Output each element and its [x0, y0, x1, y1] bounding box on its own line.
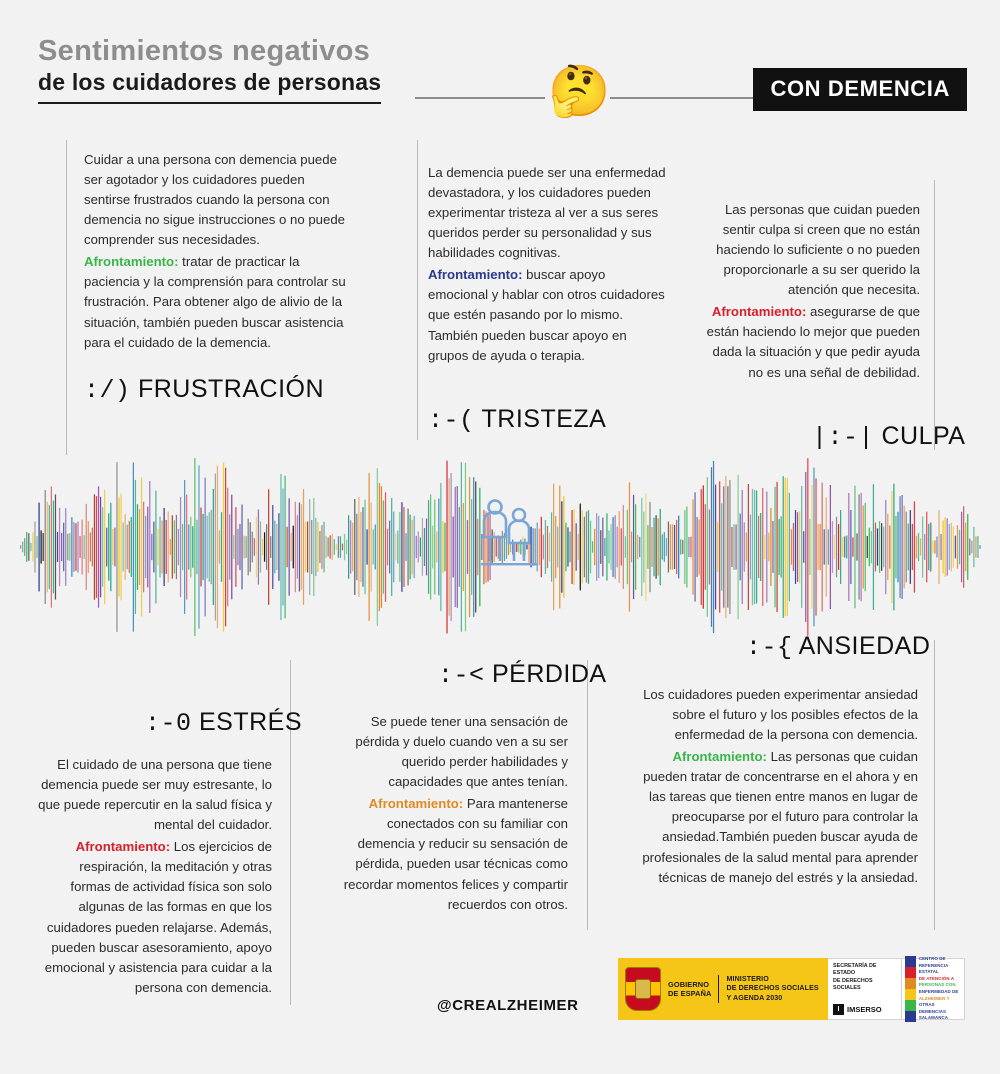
- label-frustracion: [84, 375, 324, 405]
- crea-bars-icon: [905, 956, 916, 1022]
- people-icon: [478, 497, 540, 569]
- label-ansiedad: [746, 632, 930, 662]
- label-estres: [145, 708, 302, 738]
- text-block-perdida: [336, 712, 568, 915]
- secretaria-text: [833, 963, 896, 992]
- text-block-culpa: [700, 200, 920, 383]
- ministerio-line-1: MINISTERIO: [726, 975, 769, 984]
- coping-culpa: [700, 302, 920, 382]
- imserso-label: IMSERSO: [847, 1005, 882, 1014]
- divider-col3-top: [934, 180, 935, 450]
- label-text-ansiedad: ANSIEDAD: [798, 632, 931, 660]
- paragraph-perdida: Se puede tener una sensación de pérdida y duelo cuando ven a su ser querido perder habilidades y capacidades que antes tenían.: [355, 714, 568, 790]
- divider-col3-bottom: [934, 640, 935, 930]
- divider-col2-bottom: [587, 660, 588, 930]
- logo-strip: [618, 955, 965, 1021]
- coping-perdida: [336, 794, 568, 914]
- coping-lead-frustracion: Afrontamiento:: [84, 254, 179, 270]
- emoticon-culpa: |:-|: [812, 423, 875, 452]
- ministerio-line-2: DE DERECHOS SOCIALES: [726, 984, 819, 993]
- header-rule-left: [415, 97, 545, 99]
- emoticon-perdida: :-<: [438, 661, 485, 690]
- crea-line-4: PERSONAS CON: [918, 982, 956, 988]
- coping-lead-ansiedad: Afrontamiento:: [672, 749, 767, 765]
- label-tristeza: [428, 405, 606, 435]
- imserso-logo: [833, 1004, 896, 1015]
- coping-lead-culpa: Afrontamiento:: [711, 304, 807, 320]
- label-text-culpa: CULPA: [881, 422, 966, 450]
- divider-col1-top: [66, 140, 67, 455]
- page-title: [38, 36, 468, 104]
- crea-city: SALAMANCA: [918, 1015, 949, 1021]
- label-text-frustracion: FRUSTRACIÓN: [137, 375, 325, 403]
- coping-text-culpa: asegurarse de que están haciendo lo mejor que pueden dada la situación y que pedir ayuda no es una señal de debilidad.: [706, 304, 920, 380]
- status-badge: CON DEMENCIA: [753, 68, 967, 111]
- header-rule-right: [610, 97, 755, 99]
- paragraph-frustracion: Cuidar a una persona con demencia puede ser agotador y los cuidadores pueden sentirse frustrados cuando la persona con demencia no sigue instrucciones o no puede comprender sus necesidades.: [84, 152, 345, 248]
- logo-gobierno-de-espana: [618, 958, 828, 1020]
- text-block-frustracion: [84, 150, 346, 353]
- coping-text-tristeza: buscar apoyo emocional y hablar con otros cuidadores que estén pasando por lo mismo. También pueden buscar apoyo en grupos de ayuda o terapia.: [428, 267, 665, 363]
- emoticon-tristeza: :-(: [428, 406, 475, 435]
- paragraph-tristeza: La demencia puede ser una enfermedad devastadora, y los cuidadores pueden experimentar tristeza al ver a sus seres queridos perder su personalidad y sus habilidades cognitivas.: [428, 165, 666, 261]
- crea-line-3: DE ATENCIÓN A: [918, 975, 955, 981]
- title-line-2: de los cuidadores de personas: [38, 70, 381, 103]
- coping-lead-estres: Afrontamiento:: [75, 839, 171, 855]
- logo-crea-alzheimer: [902, 955, 965, 1021]
- crea-line-1: CENTRO DE: [918, 955, 946, 961]
- secretaria-line-1: SECRETARÍA DE ESTADO: [833, 963, 877, 977]
- coping-ansiedad: [630, 747, 918, 887]
- label-text-tristeza: TRISTEZA: [481, 405, 607, 433]
- crea-line-5: ENFERMEDAD DE: [918, 989, 959, 994]
- gobierno-line-2: DE ESPAÑA: [668, 989, 712, 998]
- crea-line-2: REFERENCIA ESTATAL: [918, 962, 949, 975]
- header: [0, 0, 1000, 128]
- gobierno-line-1: GOBIERNO: [668, 979, 710, 989]
- ministerio-line-3: Y AGENDA 2030: [726, 993, 783, 1002]
- coping-text-ansiedad: Las personas que cuidan pueden tratar de concentrarse en el ahora y en las tareas que tienen entre manos en lugar de preocuparse por el futuro para controlar la ansiedad.También pueden buscar ayuda de profesionales de la salud mental para aprender técnicas de manejo del estrés y la ansiedad.: [642, 749, 918, 885]
- coping-lead-perdida: Afrontamiento:: [368, 796, 464, 812]
- crea-line-7: OTRAS DEMENCIAS: [918, 1002, 947, 1014]
- social-handle: @CREALZHEIMER: [437, 997, 579, 1014]
- text-block-tristeza: [428, 163, 668, 366]
- logo-secretaria-imserso: [828, 958, 902, 1020]
- emoticon-ansiedad: :-{: [746, 633, 793, 662]
- coping-lead-tristeza: Afrontamiento:: [428, 267, 523, 283]
- text-block-ansiedad: [630, 685, 918, 888]
- text-block-estres: [36, 755, 272, 998]
- coping-frustracion: [84, 252, 346, 352]
- coat-of-arms-icon: [625, 967, 661, 1011]
- paragraph-culpa: Las personas que cuidan pueden sentir culpa si creen que no están haciendo lo suficiente o no pueden proporcionarle a su ser querido la atención que necesita.: [716, 202, 920, 298]
- coping-estres: [36, 837, 272, 998]
- coping-text-estres: Los ejercicios de respiración, la meditación y otras formas de actividad física son solo algunas de las formas en que los cuidadores pueden relajarse. Además, pueden buscar asesoramiento, apoyo emocional y asistencia para cuidar a la persona con demencia.: [44, 839, 272, 995]
- paragraph-ansiedad: Los cuidadores pueden experimentar ansiedad sobre el futuro y los posibles efectos de la enfermedad de la persona con demencia.: [643, 687, 918, 743]
- thinking-face-icon: 🤔: [548, 63, 611, 119]
- emoticon-frustracion: :/): [84, 376, 131, 405]
- coping-text-perdida: Para mantenerse conectados con su familiar con demencia y reducir su sensación de pérdida, pueden usar técnicas como recordar momentos felices y compartir recuerdos con otros.: [343, 796, 568, 912]
- label-perdida: [438, 660, 607, 690]
- coping-text-frustracion: tratar de practicar la paciencia y la comprensión para controlar su frustración. Para obtener algo de alivio de la situación, también pueden buscar asistencia para el cuidado de la demencia.: [84, 254, 346, 350]
- coping-tristeza: [428, 265, 668, 365]
- logo-ministerio-text: [718, 975, 818, 1003]
- divider-col2-top: [417, 140, 418, 440]
- crea-text: [919, 956, 961, 1022]
- title-line-1: Sentimientos negativos: [38, 35, 371, 67]
- emoticon-estres: :-0: [145, 709, 192, 738]
- imserso-mark-icon: I: [833, 1004, 844, 1015]
- logo-gobierno-text: [668, 980, 711, 999]
- label-text-estres: ESTRÉS: [198, 708, 302, 736]
- label-culpa: [812, 422, 965, 452]
- secretaria-line-2: DE DERECHOS SOCIALES: [833, 977, 873, 991]
- label-text-perdida: PÉRDIDA: [491, 660, 607, 688]
- crea-line-6: ALZHEIMER Y: [918, 995, 950, 1001]
- paragraph-estres: El cuidado de una persona que tiene demencia puede ser muy estresante, lo que puede repercutir en la salud física y mental del cuidador.: [38, 757, 272, 833]
